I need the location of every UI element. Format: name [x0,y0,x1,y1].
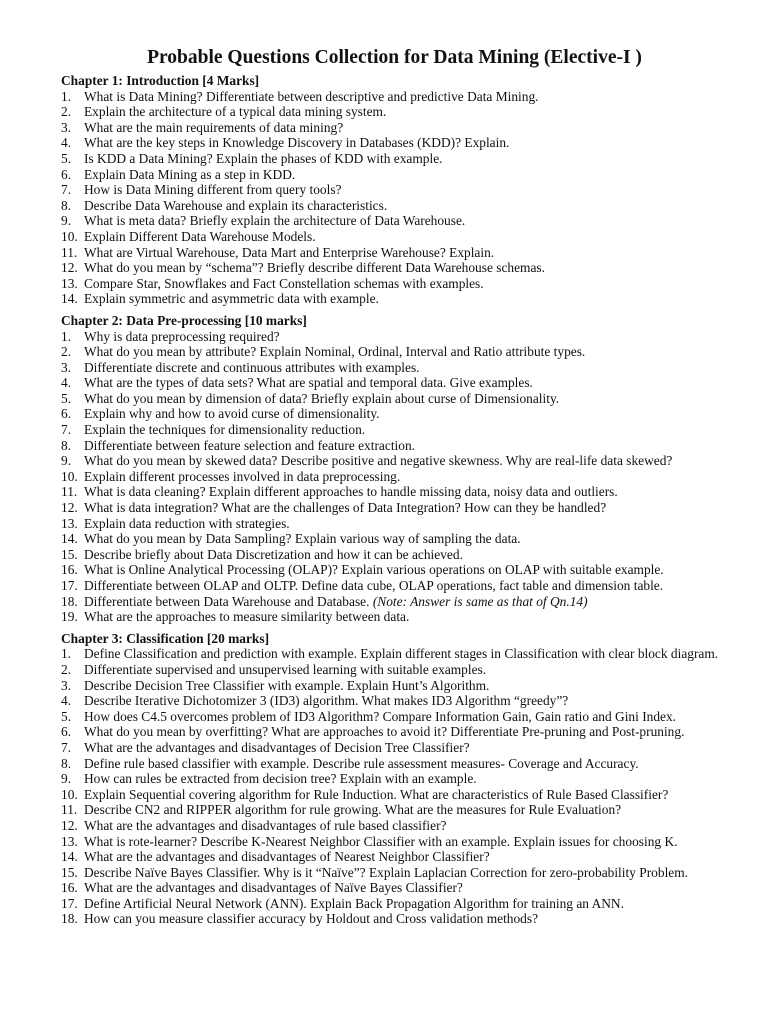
question-item [61,880,728,896]
question-number: 10. [61,468,78,484]
question-item [61,609,728,625]
question-item [61,896,728,912]
question-item [61,104,728,120]
question-number: 10. [61,786,78,802]
question-text: What do you mean by Data Sampling? Explain various way of sampling the data. [84,531,521,547]
question-text: What do you mean by skewed data? Describe positive and negative skewness. Why are real-life data skewed? [84,453,673,469]
question-item [61,709,728,725]
question-number: 9. [61,453,72,469]
question-text: Differentiate between feature selection and feature extraction. [84,437,415,453]
question-text: How does C4.5 overcomes problem of ID3 Algorithm? Compare Information Gain, Gain ratio and Gini Index. [84,708,677,724]
question-item [61,865,728,881]
question-number: 6. [61,724,72,740]
question-text: What are the key steps in Knowledge Discovery in Databases (KDD)? Explain. [84,135,510,151]
question-item [61,578,728,594]
question-item [61,198,728,214]
question-text: What is rote-learner? Describe K-Nearest Neighbor Classifier with an example. Explain issues for choosing K. [84,833,678,849]
chapter-heading: Chapter 1: Introduction [4 Marks] [61,73,260,88]
question-item [61,516,728,532]
question-text: Differentiate supervised and unsupervised learning with suitable examples. [84,661,487,677]
question-text: What are the approaches to measure similarity between data. [84,609,410,625]
question-item [61,245,728,261]
question-number: 7. [61,422,72,438]
question-item [61,276,728,292]
question-text: How is Data Mining different from query tools? [84,182,342,198]
question-number: 13. [61,275,78,291]
chapter-heading: Chapter 3: Classification [20 marks] [61,630,270,646]
question-item [61,422,728,438]
question-text: What do you mean by “schema”? Briefly describe different Data Warehouse schemas. [84,260,545,276]
question-number: 16. [61,880,78,896]
question-text: Explain Data Mining as a step in KDD. [84,166,296,182]
question-number: 8. [61,755,72,771]
question-number: 17. [61,578,78,593]
question-text: What are the advantages and disadvantages of Decision Tree Classifier? [84,739,470,755]
question-item [61,771,728,787]
question-item [61,135,728,151]
question-item [61,678,728,694]
question-number: 15. [61,864,78,880]
question-text: Explain symmetric and asymmetric data with example. [84,291,379,307]
question-text: Compare Star, Snowflakes and Fact Constellation schemas with examples. [84,275,484,291]
question-item [61,724,728,740]
chapter-section [61,73,728,307]
question-number: 4. [61,693,72,709]
question-number: 16. [61,562,78,578]
question-item [61,329,728,345]
question-number: 8. [61,437,72,453]
question-item [61,562,728,578]
question-number: 17. [61,895,78,911]
question-number: 9. [61,213,72,229]
question-number: 12. [61,260,78,276]
question-number: 13. [61,515,78,531]
question-item [61,89,728,105]
question-item [61,693,728,709]
question-text: What are the types of data sets? What are spatial and temporal data. Give examples. [84,375,533,391]
question-item [61,547,728,563]
question-number: 4. [61,375,72,391]
question-text: What is Online Analytical Processing (OLAP)? Explain various operations on OLAP with suitable example. [84,562,664,578]
question-list [61,646,728,927]
question-item [61,438,728,454]
question-text: Differentiate discrete and continuous attributes with examples. [84,359,420,375]
question-number: 11. [61,802,78,818]
question-text: Explain the techniques for dimensionality reduction. [84,422,366,438]
question-number: 3. [61,359,72,375]
question-number: 4. [61,135,72,151]
question-number: 14. [61,531,78,547]
question-text: Describe Iterative Dichotomizer 3 (ID3) algorithm. What makes ID3 Algorithm “greedy”? [84,693,569,709]
question-number: 3. [61,119,72,135]
question-number: 11. [61,484,78,500]
question-text: Describe CN2 and RIPPER algorithm for rule growing. What are the measures for Rule Evaluation? [84,802,622,818]
question-text: Define rule based classifier with example. Describe rule assessment measures- Coverage and Accuracy. [84,755,639,771]
question-item [61,787,728,803]
question-item [61,453,728,469]
question-text: Is KDD a Data Mining? Explain the phases of KDD with example. [84,150,443,166]
question-item [61,291,728,307]
question-list [61,329,728,625]
question-item [61,469,728,485]
question-text: Define Classification and prediction with example. Explain different stages in Classification with clear block diagram. [84,646,719,662]
question-item [61,818,728,834]
question-number: 15. [61,546,78,562]
question-text: What are Virtual Warehouse, Data Mart and Enterprise Warehouse? Explain. [84,244,495,260]
question-list [61,89,728,307]
question-item [61,344,728,360]
question-item [61,260,728,276]
question-text: What do you mean by dimension of data? Briefly explain about curse of Dimensionality. [84,390,560,406]
question-item [61,849,728,865]
question-text: What do you mean by attribute? Explain Nominal, Ordinal, Interval and Ratio attribute types. [84,344,586,360]
question-number: 12. [61,817,78,833]
question-number: 5. [61,390,72,406]
question-text: What is data cleaning? Explain different approaches to handle missing data, noisy data and outliers. [84,484,618,500]
question-number: 7. [61,739,72,755]
question-text: What are the advantages and disadvantages of rule based classifier? [84,817,447,833]
question-item [61,182,728,198]
question-text: Differentiate between Data Warehouse and Database. [84,593,370,609]
question-text: Describe briefly about Data Discretization and how it can be achieved. [84,546,463,562]
question-text: Explain Different Data Warehouse Models. [84,228,316,244]
question-item [61,911,728,927]
question-item [61,531,728,547]
question-number: 14. [61,849,78,865]
question-text: What is Data Mining? Differentiate between descriptive and predictive Data Mining. [84,88,539,104]
question-number: 18. [61,911,78,927]
question-text: Describe Decision Tree Classifier with example. Explain Hunt’s Algorithm. [84,677,490,693]
page-title: Probable Questions Collection for Data Mining (Elective-I ) [147,47,642,68]
question-item [61,229,728,245]
question-item [61,500,728,516]
question-text: Explain Sequential covering algorithm for Rule Induction. What are characteristics of Rule Based Classifier? [84,786,669,802]
question-number: 6. [61,406,72,422]
question-text: How can rules be extracted from decision tree? Explain with an example. [84,771,477,787]
question-item [61,740,728,756]
question-text: How can you measure classifier accuracy by Holdout and Cross validation methods? [84,911,539,927]
question-item [61,484,728,500]
question-number: 12. [61,500,78,516]
question-text: Why is data preprocessing required? [84,328,280,344]
question-item [61,662,728,678]
question-text: Explain data reduction with strategies. [84,515,290,531]
question-number: 2. [61,661,72,677]
chapter-heading: Chapter 2: Data Pre-processing [10 marks] [61,312,307,328]
question-number: 19. [61,609,78,625]
question-number: 5. [61,708,72,724]
question-number: 9. [61,771,72,787]
question-item [61,213,728,229]
question-text: What are the advantages and disadvantages of Naïve Bayes Classifier? [84,880,463,896]
question-number: 1. [61,328,72,344]
question-item [61,802,728,818]
question-number: 13. [61,833,78,849]
question-number: 2. [61,104,72,120]
question-text: Explain why and how to avoid curse of dimensionality. [84,406,380,422]
question-note: (Note: Answer is same as that of Qn.14) [372,593,588,609]
question-number: 3. [61,677,72,693]
question-text: What do you mean by overfitting? What are approaches to avoid it? Differentiate Pre-pruning and Post-pruning. [84,724,685,740]
question-text: Define Artificial Neural Network (ANN). Explain Back Propagation Algorithm for training an ANN. [84,895,624,911]
question-item [61,594,728,610]
question-number: 14. [61,291,78,307]
question-item [61,151,728,167]
question-text: What is data integration? What are the challenges of Data Integration? How can they be handled? [84,500,607,516]
question-text: Differentiate between OLAP and OLTP. Define data cube, OLAP operations, fact table and dimension table. [84,578,664,593]
question-text: What is meta data? Briefly explain the architecture of Data Warehouse. [84,213,466,229]
question-number: 1. [61,646,72,662]
question-number: 2. [61,344,72,360]
question-number: 11. [61,244,78,260]
question-item [61,120,728,136]
question-number: 1. [61,88,72,104]
question-text: Describe Data Warehouse and explain its characteristics. [84,197,388,213]
question-item [61,834,728,850]
question-item [61,406,728,422]
question-item [61,375,728,391]
question-text: Describe Naïve Bayes Classifier. Why is it “Naïve”? Explain Laplacian Correction for zero-probability Problem. [84,864,688,880]
question-item [61,167,728,183]
question-item [61,391,728,407]
question-text: Explain the architecture of a typical data mining system. [84,104,387,120]
question-text: What are the main requirements of data mining? [84,119,344,135]
question-number: 6. [61,166,72,182]
question-item [61,646,728,662]
question-number: 8. [61,197,72,213]
chapters-container [61,73,728,927]
question-number: 7. [61,182,72,198]
chapter-section [61,313,728,625]
question-text: Explain different processes involved in data preprocessing. [84,468,401,484]
question-text: What are the advantages and disadvantages of Nearest Neighbor Classifier? [84,849,490,865]
question-number: 18. [61,593,78,609]
question-number: 5. [61,150,72,166]
question-item [61,756,728,772]
chapter-section [61,631,728,927]
question-number: 10. [61,228,78,244]
question-item [61,360,728,376]
